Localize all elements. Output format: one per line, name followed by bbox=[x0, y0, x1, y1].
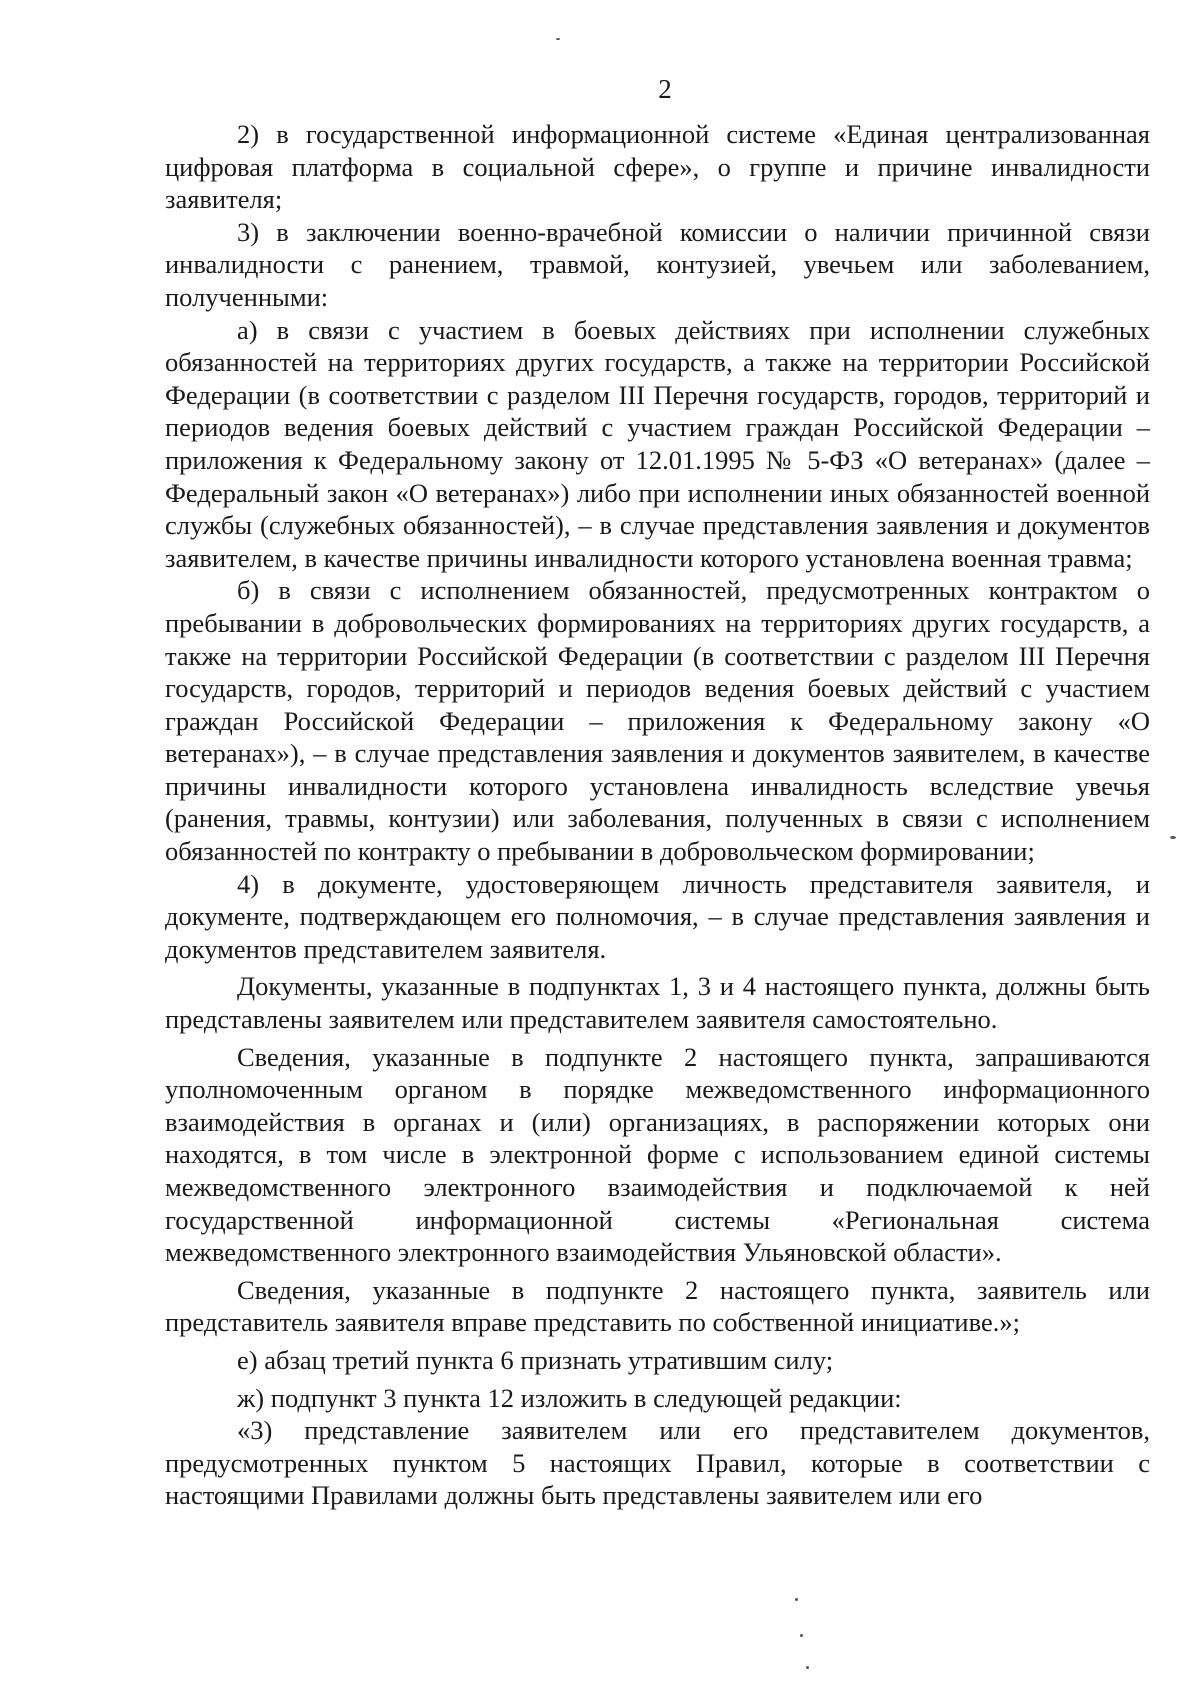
scan-speck bbox=[795, 1598, 798, 1601]
document-body bbox=[165, 118, 1150, 1512]
paragraph-own-initiative: Сведения, указанные в подпункте 2 настоящего пункта, заявитель или представитель заявителя вправе представить по собственной инициативе.»; bbox=[165, 1274, 1150, 1338]
paragraph-new-wording: «3) представление заявителем или его представителем документов, предусмотренных пунктом 5 настоящих Правил, которые в соответствии с настоящими Правилами должны быть представлены заявителем или его bbox=[165, 1415, 1150, 1511]
scan-speck bbox=[556, 38, 560, 40]
paragraph-amendment-zh: ж) подпункт 3 пункта 12 изложить в следующей редакции: bbox=[237, 1382, 902, 1413]
paragraph-item-4: 4) в документе, удостоверяющем личность представителя заявителя, и документе, подтверждающем его полномочия, – в случае представления заявления и документов представителем заявителя. bbox=[165, 868, 1150, 964]
paragraph-item-2: 2) в государственной информационной системе «Единая централизованная цифровая платформа в социальной сфере», о группе и причине инвалидности заявителя; bbox=[165, 119, 1150, 215]
page-number: 2 bbox=[658, 74, 672, 104]
scan-speck bbox=[806, 1666, 809, 1669]
paragraph-documents: Документы, указанные в подпунктах 1, 3 и 4 настоящего пункта, должны быть представлены заявителем или представителем заявителя самостоятельно. bbox=[165, 971, 1150, 1035]
paragraph-item-3: 3) в заключении военно-врачебной комиссии о наличии причинной связи инвалидности с ранением, травмой, контузией, увечьем или заболеванием, полученными: bbox=[165, 216, 1150, 312]
scan-speck bbox=[800, 1634, 803, 1637]
paragraph-subitem-b: б) в связи с исполнением обязанностей, предусмотренных контрактом о пребывании в добровольческих формированиях на территориях других государств, а также на территории Российской Федерации (в соответствии с разделом III Перечня государств, городов, территорий и периодов ведения боевых действий с участием граждан Российской Федерации – приложения к Федеральному закону «О ветеранах»), – в случае представления заявления и документов заявителем, в качестве причины инвалидности которого установлена инвалидность вследствие увечья (ранения, травмы, контузии) или заболевания, полученных в связи с исполнением обязанностей по контракту о пребывании в добровольческом формировании; bbox=[165, 575, 1150, 867]
paragraph-interagency-request: Сведения, указанные в подпункте 2 настоящего пункта, запрашиваются уполномоченным органом в порядке межведомственного информационного взаимодействия в органах и (или) организациях, в распоряжении которых они находятся, в том числе в электронной форме с использованием единой системы межведомственного электронного взаимодействия и подключаемой к ней государственной информационной системы «Региональная система межведомственного электронного взаимодействия Ульяновской области». bbox=[165, 1041, 1150, 1268]
paragraph-subitem-a: а) в связи с участием в боевых действиях при исполнении служебных обязанностей на территориях других государств, а также на территории Российской Федерации (в соответствии с разделом III Перечня государств, городов, территорий и периодов ведения боевых действий с участием граждан Российской Федерации – приложения к Федеральному закону от 12.01.1995 № 5-ФЗ «О ветеранах» (далее – Федеральный закон «О ветеранах») либо при исполнении иных обязанностей военной службы (служебных обязанностей), – в случае представления заявления и документов заявителем, в качестве причины инвалидности которого установлена военная травма; bbox=[165, 314, 1150, 573]
paragraph-amendment-e: е) абзац третий пункта 6 признать утратившим силу; bbox=[237, 1344, 834, 1375]
scan-speck bbox=[1170, 836, 1176, 839]
